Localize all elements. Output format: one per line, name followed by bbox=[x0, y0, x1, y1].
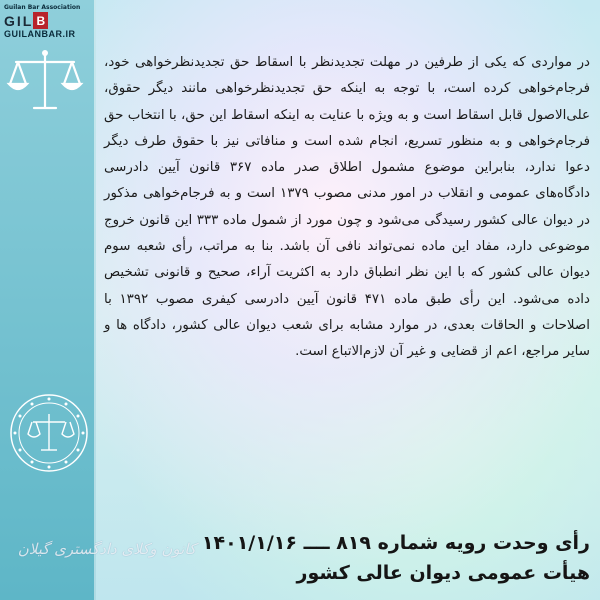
watermark-text: کانون وکلای دادگستری گیلان bbox=[17, 540, 196, 558]
title-block bbox=[200, 528, 590, 588]
logo-acronym bbox=[4, 12, 86, 29]
logo-association-name: Guilan Bar Association bbox=[4, 4, 81, 11]
ruling-text: در مواردی که یکی از طرفین در مهلت تجدیدنظر با اسقاط حق تجدیدنظرخواهی خود، فرجام‌خواهی کرده است، با توجه به اینکه حق تجدیدنظرخواهی مانند دیگر حقوق، علی‌الاصول قابل اسقاط است و به ویژه با عنایت به اینکه اسقاط این حق، با انتخاب حق فرجام‌خواهی و به منظور تسریع، انجام شده است و منافاتی نیز با حقوق طرف دیگر دعوا ندارد، بنابراین موضوع مشمول اطلاق صدر ماده ۳۶۷ قانون آیین دادرسی دادگاه‌های عمومی و انقلاب در امور مدنی مصوب ۱۳۷۹ است و به فرجام‌خواهی مذکور در دیوان عالی کشور رسیدگی می‌شود و چون مورد از شمول ماده ۳۳۳ این قانون خروج موضوعی دارد، مفاد این ماده نمی‌تواند نافی آن باشد. بنا به مراتب، رأی شعبه سوم دیوان عالی کشور که با این نظر انطباق دارد به اکثریت آراء، صحیح و قانونی تشخیص داده می‌شود. این رأی طبق ماده ۴۷۱ قانون آیین دادرسی کیفری مصوب ۱۳۹۲ با اصلاحات و الحاقات بعدی، در موارد مشابه برای شعب دیوان عالی کشور، دادگاه ها و سایر مراجع، اعم از قضایی و غیر آن لازم‌الاتباع است. bbox=[104, 55, 591, 360]
scales-of-justice-icon bbox=[6, 46, 84, 116]
court-name-title: هیأت عمومی دیوان عالی کشور bbox=[296, 562, 590, 584]
bar-association-seal-icon bbox=[8, 392, 90, 474]
calligraphy-watermark bbox=[6, 540, 196, 576]
logo-letter-g: G bbox=[4, 12, 15, 29]
ruling-number-title: رأی وحدت رویه شماره ۸۱۹ ــــ ۱۴۰۱/۱/۱۶ bbox=[201, 532, 590, 554]
logo-letter-l: L bbox=[22, 12, 32, 29]
logo-letter-i: I bbox=[16, 12, 21, 29]
logo-letter-b: B bbox=[33, 12, 48, 29]
sidebar-panel bbox=[0, 0, 96, 600]
logo-website: GUILANBAR.IR bbox=[4, 29, 76, 39]
association-logo[interactable] bbox=[4, 4, 86, 46]
